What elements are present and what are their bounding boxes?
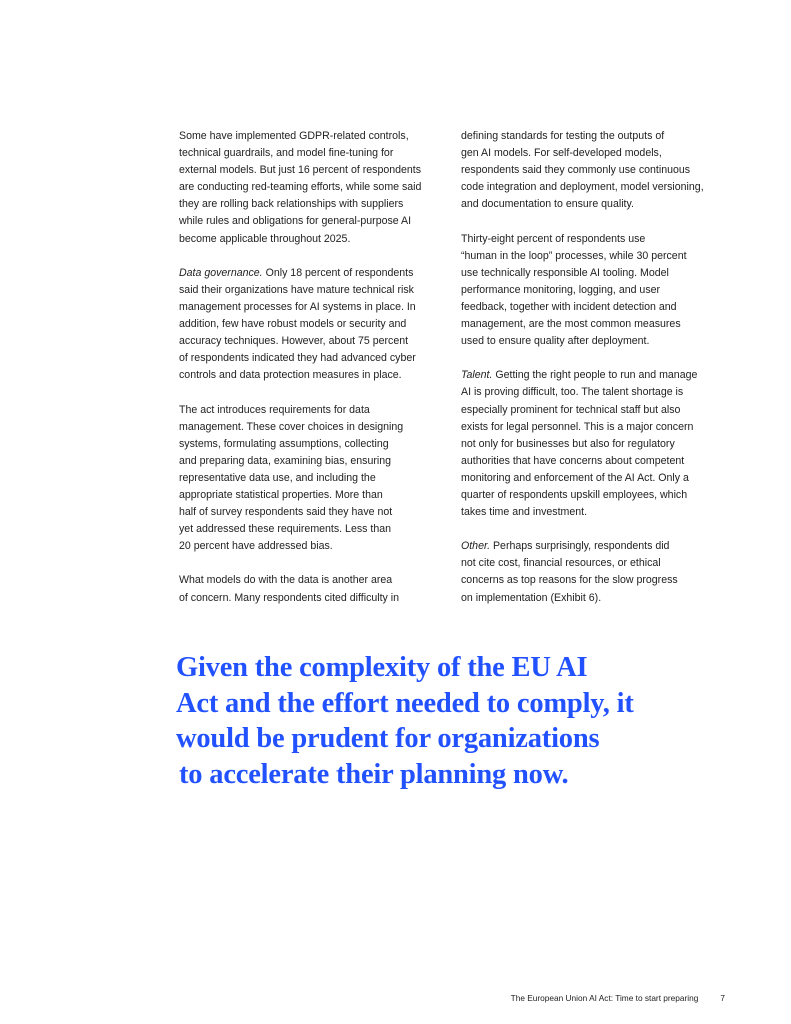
- text-line: of concern. Many respondents cited difficulty in: [179, 591, 400, 604]
- text-line: not only for businesses but also for regulatory: [461, 437, 675, 450]
- paragraph-other: [461, 538, 731, 606]
- text-line: management processes for AI systems in place. In: [179, 300, 416, 313]
- left-column: [179, 128, 447, 607]
- text-line: they are rolling back relationships with suppliers: [179, 198, 404, 211]
- text-line: code integration and deployment, model versioning,: [461, 181, 704, 194]
- pull-quote-line: would be prudent for organizations: [176, 723, 600, 754]
- pull-quote-line: to accelerate their planning now.: [179, 758, 569, 790]
- text-line: “human in the loop” processes, while 30 percent: [461, 249, 687, 262]
- text-line: Thirty-eight percent of respondents use: [461, 232, 646, 245]
- pull-quote: [176, 650, 736, 792]
- text-line: [461, 538, 731, 555]
- text-line: gen AI models. For self-developed models,: [461, 147, 662, 160]
- text-line: respondents said they commonly use continuous: [461, 164, 691, 177]
- text-line: defining standards for testing the outputs of: [461, 130, 665, 142]
- text-line: technical guardrails, and model fine-tuning for: [179, 147, 394, 160]
- text-fragment: Perhaps surprisingly, respondents did: [490, 540, 670, 553]
- text-line: half of survey respondents said they have not: [179, 506, 393, 519]
- text-line: exists for legal personnel. This is a major concern: [461, 420, 694, 433]
- text-line: controls and data protection measures in place.: [179, 369, 402, 382]
- data-governance-lead: Data governance.: [179, 266, 263, 279]
- text-line: on implementation (Exhibit 6).: [461, 591, 602, 604]
- page-footer: [511, 993, 725, 1003]
- text-fragment: Getting the right people to run and manage: [492, 369, 698, 382]
- paragraph-testing-standards: [461, 128, 731, 213]
- text-line: systems, formulating assumptions, collecting: [179, 437, 389, 450]
- text-line: management, are the most common measures: [461, 318, 681, 331]
- text-line: quarter of respondents upskill employees, which: [461, 488, 688, 501]
- talent-lead: Talent.: [461, 369, 493, 382]
- text-line: [179, 265, 447, 282]
- paragraph-model-concerns: [179, 572, 447, 606]
- text-fragment: Only 18 percent of respondents: [262, 266, 414, 279]
- pull-quote-line: Given the complexity of the EU AI: [176, 652, 588, 683]
- text-line: become applicable throughout 2025.: [179, 232, 351, 245]
- pull-quote-line: Act and the effort needed to comply, it: [176, 687, 634, 719]
- text-line: accuracy techniques. However, about 75 percent: [179, 335, 409, 348]
- text-line: addition, few have robust models or security and: [179, 318, 407, 331]
- text-line: What models do with the data is another area: [179, 574, 393, 587]
- text-line: use technically responsible AI tooling. Model: [461, 266, 669, 279]
- text-line: authorities that have concerns about competent: [461, 454, 685, 467]
- text-line: of respondents indicated they had advanced cyber: [179, 352, 416, 365]
- text-line: management. These cover choices in designing: [179, 420, 404, 433]
- text-line: said their organizations have mature technical risk: [179, 283, 414, 296]
- paragraph-data-governance: [179, 265, 447, 385]
- text-line: and preparing data, examining bias, ensuring: [179, 454, 392, 467]
- paragraph-data-management: [179, 402, 447, 556]
- text-line: especially prominent for technical staff but also: [461, 403, 681, 416]
- text-line: The act introduces requirements for data: [179, 403, 370, 416]
- text-line: and documentation to ensure quality.: [461, 198, 634, 211]
- text-line: concerns as top reasons for the slow progress: [461, 574, 678, 587]
- text-line: Some have implemented GDPR-related controls,: [179, 130, 409, 142]
- text-line: 20 percent have addressed bias.: [179, 540, 333, 553]
- paragraph-talent: [461, 367, 731, 521]
- text-line: external models. But just 16 percent of respondents: [179, 164, 422, 177]
- text-line: [461, 367, 731, 384]
- text-line: representative data use, and including the: [179, 471, 376, 484]
- text-line: not cite cost, financial resources, or ethical: [461, 557, 661, 570]
- text-line: takes time and investment.: [461, 506, 588, 519]
- text-line: yet addressed these requirements. Less than: [179, 523, 391, 536]
- text-line: monitoring and enforcement of the AI Act. Only a: [461, 471, 689, 484]
- text-line: feedback, together with incident detection and: [461, 300, 677, 313]
- text-line: performance monitoring, logging, and user: [461, 283, 661, 296]
- other-lead: Other.: [461, 540, 491, 553]
- paragraph-gdpr-controls: [179, 128, 447, 248]
- text-line: while rules and obligations for general-purpose AI: [179, 215, 412, 228]
- text-line: used to ensure quality after deployment.: [461, 335, 650, 348]
- text-line: are conducting red-teaming efforts, while some said: [179, 181, 422, 194]
- footer-title: The European Union AI Act: Time to start preparing: [510, 993, 699, 1003]
- page-number: 7: [720, 993, 725, 1003]
- paragraph-human-in-loop: [461, 231, 731, 351]
- text-line: appropriate statistical properties. More than: [179, 488, 383, 501]
- text-line: AI is proving difficult, too. The talent shortage is: [461, 386, 684, 399]
- right-column: [461, 128, 731, 607]
